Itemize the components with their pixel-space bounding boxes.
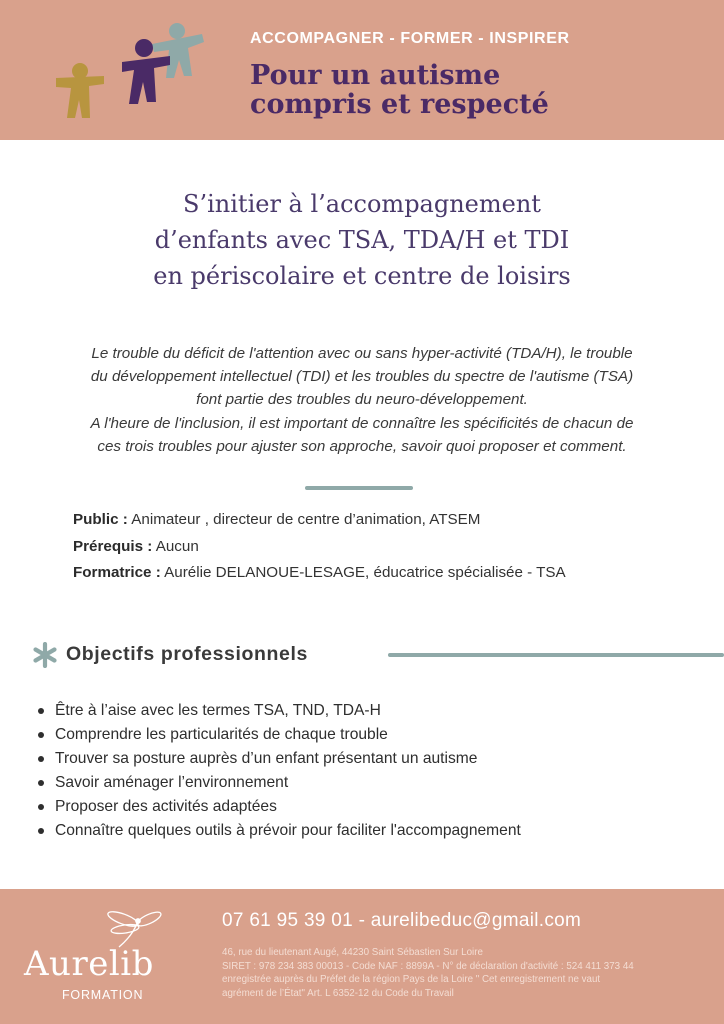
- intro-paragraph: [30, 342, 694, 458]
- info-label: Public :: [73, 511, 128, 528]
- list-item: Connaître quelques outils à prévoir pour faciliter l'accompagnement: [36, 819, 521, 843]
- list-item: Savoir aménager l’environnement: [36, 771, 521, 795]
- header-band: [0, 0, 724, 140]
- intro-line: du développement intellectuel (TDI) et les troubles du spectre de l'autisme (TSA): [90, 368, 634, 386]
- brand-subtitle: FORMATION: [62, 988, 144, 1002]
- course-title: [0, 186, 724, 294]
- course-title-line: d’enfants avec TSA, TDA/H et TDI: [154, 226, 570, 254]
- intro-line: A l'heure de l'inclusion, il est important de connaître les spécificités de chacun de: [90, 414, 634, 432]
- list-item: Être à l’aise avec les termes TSA, TND, TDA-H: [36, 699, 521, 723]
- headline-line: compris et respecté: [250, 89, 549, 120]
- header-headline: [250, 61, 549, 119]
- intro-line: font partie des troubles du neuro-développement.: [196, 391, 528, 409]
- headline-line: Pour un autisme: [250, 60, 501, 91]
- legal-line: 46, rue du lieutenant Augé, 44230 Saint Sébastien Sur Loire: [222, 947, 483, 958]
- info-value: Animateur , directeur de centre d’animation, ATSEM: [131, 511, 481, 528]
- list-item: Proposer des activités adaptées: [36, 795, 521, 819]
- intro-line: ces trois troubles pour ajuster son approche, savoir quoi proposer et comment.: [97, 437, 627, 455]
- brand-logo: Aurelib: [24, 944, 154, 984]
- legal-line: SIRET : 978 234 383 00013 - Code NAF : 8899A - N° de déclaration d'activité : 524 411 373 44: [222, 960, 634, 972]
- info-label: Prérequis :: [73, 537, 153, 555]
- people-figures-icon: [52, 20, 212, 125]
- legal-info: [222, 946, 712, 1000]
- list-item: Trouver sa posture auprès d’un enfant présentant un autisme: [36, 747, 521, 771]
- list-item: Comprendre les particularités de chaque trouble: [36, 723, 521, 747]
- course-info: [73, 507, 566, 587]
- info-trainer: [73, 560, 566, 587]
- asterisk-icon: [32, 642, 58, 668]
- legal-line: enregistrée auprès du Préfet de la région Pays de la Loire " Cet enregistrement ne vaut: [222, 974, 601, 986]
- info-value: Aucun: [155, 537, 199, 555]
- course-title-line: en périscolaire et centre de loisirs: [153, 262, 571, 290]
- contact-line[interactable]: 07 61 95 39 01 - aurelibeduc@gmail.com: [222, 910, 582, 931]
- info-prerequisites: [73, 534, 566, 561]
- header-tagline: ACCOMPAGNER - FORMER - INSPIRER: [250, 30, 570, 47]
- footer-band: [0, 889, 724, 1024]
- info-value: Aurélie DELANOUE-LESAGE, éducatrice spécialisée - TSA: [164, 564, 566, 581]
- info-public: [73, 507, 566, 534]
- section-divider: [305, 486, 413, 490]
- objectives-header: [32, 642, 724, 672]
- course-title-line: S’initier à l’accompagnement: [183, 190, 541, 218]
- objectives-rule: [388, 653, 724, 657]
- intro-line: Le trouble du déficit de l'attention avec ou sans hyper-activité (TDA/H), le trouble: [91, 345, 633, 362]
- info-label: Formatrice :: [73, 564, 161, 581]
- objectives-title: Objectifs professionnels: [66, 643, 308, 665]
- objectives-list: [36, 699, 521, 843]
- legal-line: agrément de l’État" Art. L 6352-12 du Code du Travail: [222, 987, 454, 999]
